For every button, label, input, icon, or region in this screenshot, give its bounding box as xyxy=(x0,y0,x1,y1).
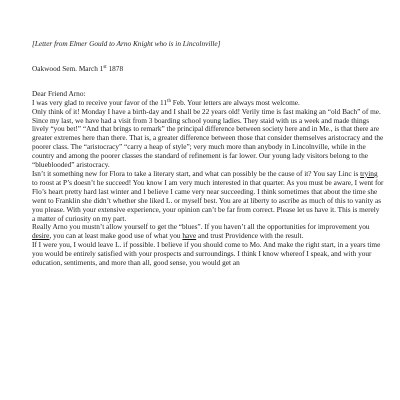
dateline xyxy=(32,65,384,74)
dateline-ordinal: st xyxy=(103,64,107,70)
paragraph-4-text-c: and trust Providence with the result. xyxy=(196,231,304,241)
paragraph-1-text-b: Feb. Your letters are always most welcome. xyxy=(170,97,300,107)
underlined-word-trying: trying xyxy=(360,168,378,178)
paragraph-5: If I were you, I would leave L. if possible. I believe if you should come to Mo. And make the right start, in a years time you would be entirely satisfied with your prospects and surroundings. I think I know whereof I speak, and with your education, sentiments, and more than all, good sense, you would get an xyxy=(32,240,381,268)
dateline-text: Oakwood Sem. March 1 xyxy=(32,63,104,73)
salutation: Dear Friend Arno: xyxy=(32,88,86,98)
paragraph-1-text-a: I was very glad to receive your favor of the 11 xyxy=(32,97,168,107)
paragraph-3 xyxy=(32,170,384,223)
letter-body xyxy=(32,40,384,268)
paragraph-3-text-a: Isn’t it something new for Flora to take a literary start, and what can possibly be the cause of it? You say Linc is xyxy=(32,168,361,178)
paragraph-3-text-b: to roost at P’s doesn’t he succeed! You know I am very much interested in that quarter. As you must be aware, I went for Flo’s heart pretty hard last winter and I believe I came very near succeeding. I think sometimes that about the time she went to Franklin she didn’t whether she liked L. or myself best. You are at liberty to ascribe as much of this to vanity as you please. With your extensive experience, your opinion can’t be far from correct. Please let us have it. This is merely a matter of curiosity on my part. xyxy=(32,177,384,223)
paragraph-4-text-a: Really Arno you mustn’t allow yourself to get the “blues”. If you haven’t all the opportunities for improvement you xyxy=(32,222,370,232)
editorial-heading: [Letter from Elmer Gould to Arno Knight who is in Lincolnville] xyxy=(32,39,221,48)
paragraph-4-text-b: , you can at least make good use of what you xyxy=(49,231,183,241)
page-bottom-fade xyxy=(0,386,400,400)
paragraph-1-ordinal: th xyxy=(167,98,171,104)
paragraph-4 xyxy=(32,223,384,241)
underlined-word-have: have xyxy=(182,231,197,241)
underlined-word-desire: desire xyxy=(32,231,50,241)
dateline-year: 1878 xyxy=(106,63,124,73)
paragraph-2: Only think of it! Monday I have a birth-day and I shall be 22 years old! Verily time is fast making an “old Bach” of me. Since my last, we have had a visit from 3 boarding school young ladies. They staid with us a week and made things lively “you bet!” “And that brings to remark” the principal difference between society here and in Me., is that there are greater extremes here than there. That is, a greater difference between those that consider themselves aristocracy and the poorer class. The “aristocracy” “carry a heap of style”; very much more than anybody in Lincolnville, while in the country and among the poorer classes the standard of refinement is far lower. Our young lady visitors belong to the “blueblooded” aristocracy. xyxy=(32,106,384,170)
